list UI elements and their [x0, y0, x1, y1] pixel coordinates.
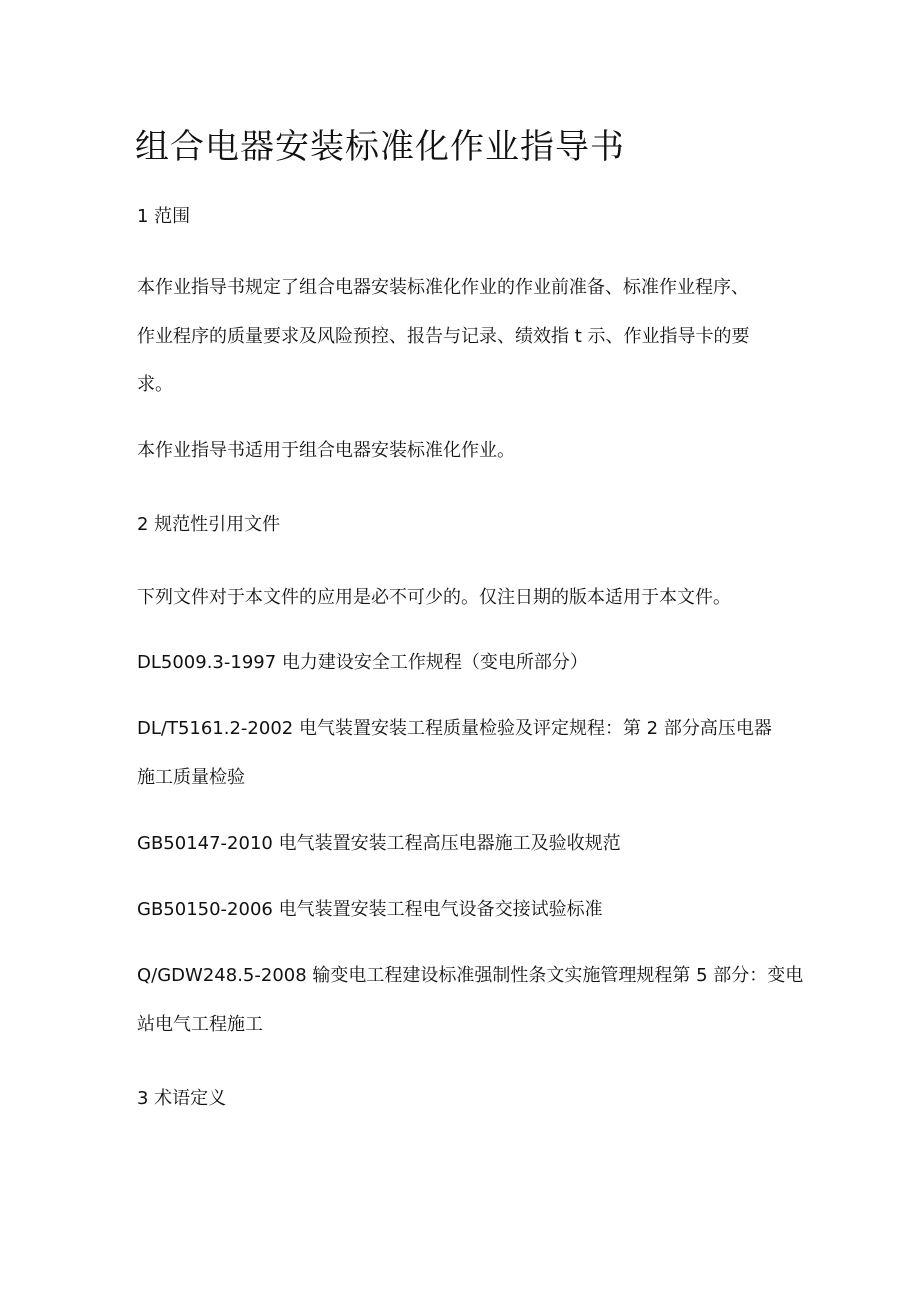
reference-4: GB50150-2006 电气装置安装工程电气设备交接试验标准	[137, 899, 603, 920]
reference-5-line-1: Q/GDW248.5-2008 输变电工程建设标准强制性条文实施管理规程第 5 部分：变电	[137, 965, 804, 986]
section-2-heading: 2 规范性引用文件	[137, 514, 281, 535]
reference-3: GB50147-2010 电气装置安装工程高压电器施工及验收规范	[137, 833, 621, 854]
reference-2-line-2: 施工质量检验	[137, 767, 245, 788]
section-3-heading: 3 术语定义	[137, 1088, 227, 1109]
section-1-heading: 1 范围	[137, 206, 191, 227]
section-1-paragraph-1-line-2: 作业程序的质量要求及风险预控、报告与记录、绩效指 t 示、作业指导卡的要	[137, 326, 750, 347]
reference-1: DL5009.3-1997 电力建设安全工作规程（变电所部分）	[137, 652, 588, 673]
section-1-paragraph-1-line-3: 求。	[137, 374, 173, 395]
section-1-paragraph-1-line-1: 本作业指导书规定了组合电器安装标准化作业的作业前准备、标准作业程序、	[137, 277, 749, 298]
reference-5-line-2: 站电气工程施工	[137, 1014, 263, 1035]
reference-2-line-1: DL/T5161.2-2002 电气装置安装工程质量检验及评定规程：第 2 部分高压电器	[137, 718, 772, 739]
section-1-paragraph-2: 本作业指导书适用于组合电器安装标准化作业。	[137, 440, 515, 461]
document-title: 组合电器安装标准化作业指导书	[135, 127, 625, 167]
section-2-intro: 下列文件对于本文件的应用是必不可少的。仅注日期的版本适用于本文件。	[137, 587, 731, 608]
